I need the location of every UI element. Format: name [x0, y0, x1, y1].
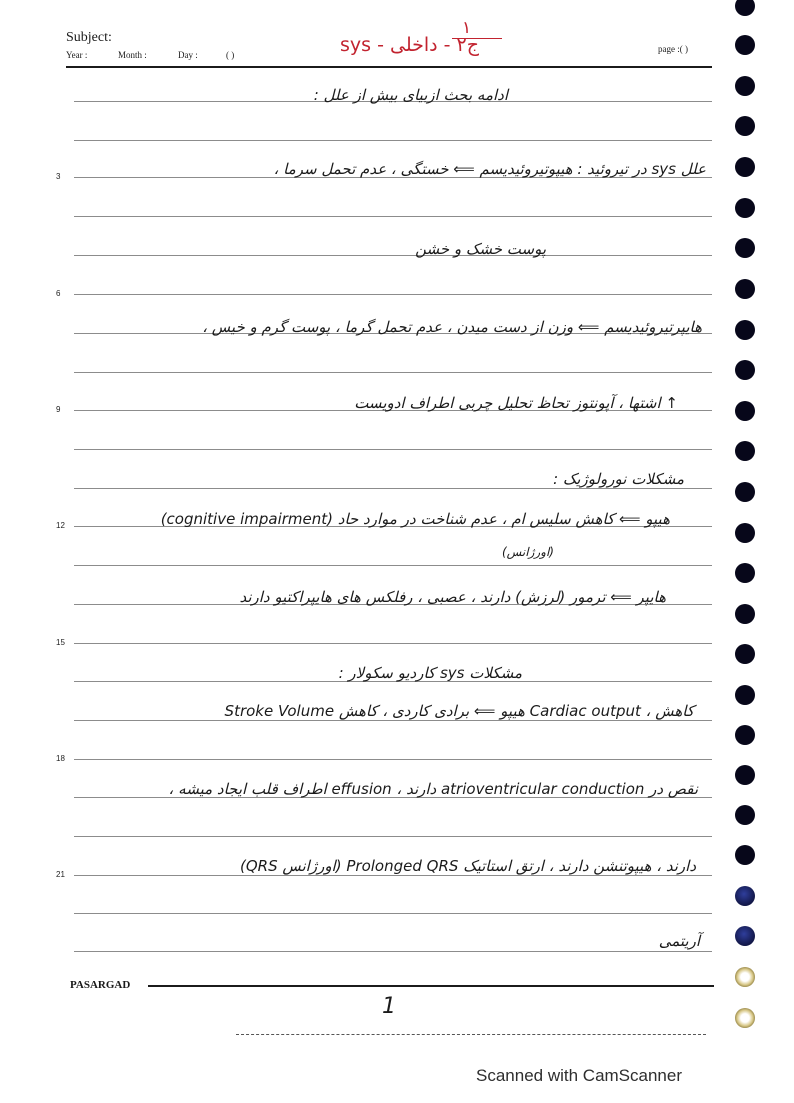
binder-hole	[735, 279, 755, 299]
day-paren: ( )	[226, 50, 235, 60]
year-label: Year :	[66, 50, 88, 60]
ruled-line	[74, 951, 712, 952]
ruled-line	[74, 643, 712, 644]
line-number: 6	[56, 289, 61, 298]
binder-hole	[735, 76, 755, 96]
ruled-line	[74, 875, 712, 876]
note-line: (cognitive impairment) هیپو ⟸ کاهش سلیس ام ، عدم شناخت در موارد حاد	[160, 510, 670, 528]
ruled-line	[74, 372, 712, 373]
brand-label: PASARGAD	[70, 979, 131, 991]
page-label: page :( )	[658, 44, 688, 54]
binder-hole	[735, 360, 755, 380]
note-line: آریتمی	[658, 932, 700, 950]
binder-hole	[735, 198, 755, 218]
ruled-line	[74, 720, 712, 721]
ruled-line	[74, 255, 712, 256]
line-number: 15	[56, 638, 65, 647]
page-number: 1	[382, 994, 396, 1019]
subject-label: Subject:	[66, 30, 112, 45]
binder-hole	[735, 238, 755, 258]
ruled-line	[74, 449, 712, 450]
ruled-line	[74, 565, 712, 566]
binder-hole	[735, 926, 755, 946]
line-number: 21	[56, 870, 65, 879]
note-line: هایپر ⟸ ترمور (لرزش) دارند ، عصبی ، رفلکس های هایپراکتیو دارند	[239, 588, 666, 606]
binder-hole	[735, 845, 755, 865]
note-line: پوست خشک و خشن	[415, 240, 546, 258]
binder-hole	[735, 604, 755, 624]
binder-hole	[735, 685, 755, 705]
binder-hole	[735, 482, 755, 502]
ruled-line	[74, 294, 712, 295]
ruled-line	[74, 488, 712, 489]
day-label: Day :	[178, 50, 198, 60]
note-line: (اورژانس)	[501, 545, 554, 559]
ruled-line	[74, 913, 712, 914]
note-line: مشکلات نورولوژیک :	[553, 470, 684, 488]
note-line: Stroke Volume هیپو ⟸ برادی کاردی ، کاهش Cardiac output ، کاهش	[224, 702, 694, 720]
ruled-line	[74, 759, 712, 760]
note-line: مشکلات sys کاردیو سکولار :	[338, 664, 522, 682]
binder-hole	[735, 441, 755, 461]
note-line: هایپرتیروئیدیسم ⟸ وزن از دست میدن ، عدم تحمل گرما ، پوست گرم و خیس ،	[202, 318, 702, 336]
binder-hole	[735, 401, 755, 421]
binder-hole	[735, 886, 755, 906]
ruled-line	[74, 836, 712, 837]
binder-hole	[735, 805, 755, 825]
binder-hole	[735, 523, 755, 543]
note-line: ↑ اشتها ، آپونتوز تحاظ تحلیل چربی اطراف ادویست	[354, 394, 678, 412]
line-number: 3	[56, 172, 61, 181]
line-number: 9	[56, 405, 61, 414]
note-line: ادامه بحث ازبیای بیش از علل :	[313, 86, 508, 104]
note-line: نقص در atrioventricular conduction دارند ، effusion اطراف قلب ایجاد میشه ،	[168, 780, 698, 798]
scanner-watermark: Scanned with CamScanner	[476, 1066, 683, 1085]
header-rule	[66, 66, 712, 68]
binder-ring	[735, 967, 755, 987]
binder-hole	[735, 157, 755, 177]
ruled-line	[74, 216, 712, 217]
binder-hole	[735, 765, 755, 785]
binder-hole	[735, 0, 755, 16]
line-number: 12	[56, 521, 65, 530]
binder-hole	[735, 116, 755, 136]
binder-ring	[735, 1008, 755, 1028]
binder-hole	[735, 725, 755, 745]
binder-hole	[735, 320, 755, 340]
topic-number: ۱	[462, 18, 472, 38]
note-line: علل sys در تیروئید : هیپوتیروئیدیسم ⟸ خستگی ، عدم تحمل سرما ،	[273, 160, 706, 178]
page-topic: ج۲ - داخلی - sys	[340, 34, 480, 56]
month-label: Month :	[118, 50, 147, 60]
binder-hole	[735, 563, 755, 583]
line-number: 18	[56, 754, 65, 763]
note-line: (QRS اورژانس) Prolonged QRS دارند ، هیپوتنشن دارند ، ارتق استاتیک	[239, 857, 696, 875]
binder-hole	[735, 644, 755, 664]
dashed-line	[236, 1034, 706, 1035]
binder-hole	[735, 35, 755, 55]
ruled-line	[74, 140, 712, 141]
bottom-rule	[148, 985, 714, 987]
